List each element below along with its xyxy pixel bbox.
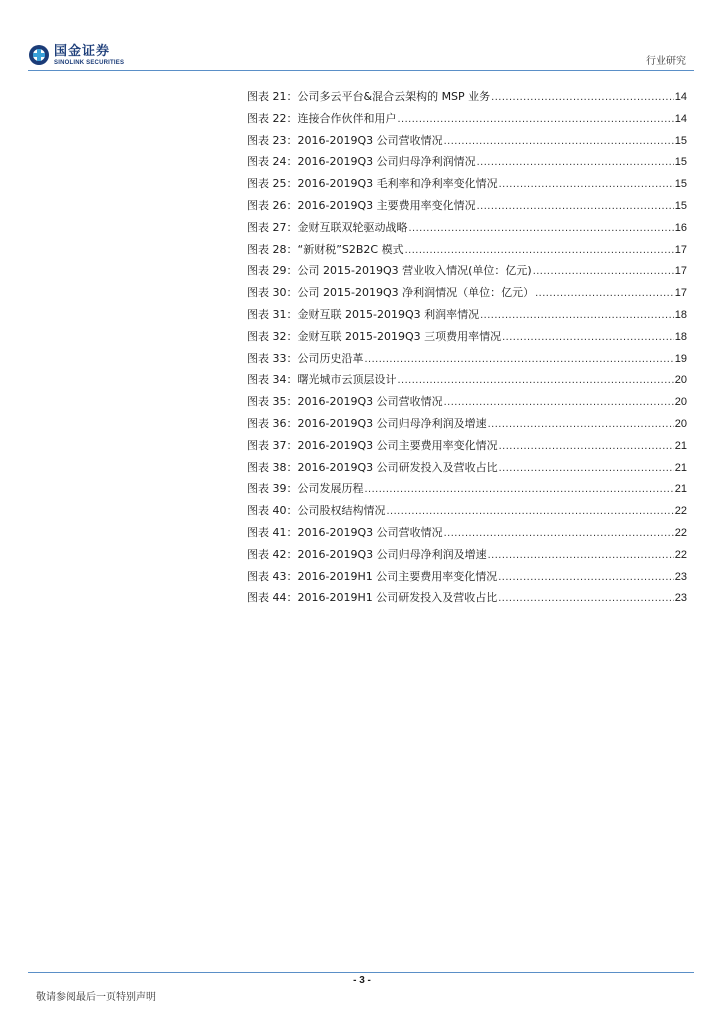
company-logo (28, 42, 124, 68)
toc-entry-page: 20 (674, 396, 687, 409)
toc-leader-dots (444, 135, 674, 147)
toc-entry-label: 图表 34：曙光城市云顶层设计 (247, 373, 397, 387)
page-number: - 3 - (353, 975, 371, 986)
toc-entry-label: 图表 40：公司股权结构情况 (247, 504, 386, 518)
toc-leader-dots (533, 265, 674, 277)
toc-entry-label: 图表 37：2016-2019Q3 公司主要费用率变化情况 (247, 438, 498, 452)
toc-entry-page: 15 (674, 178, 687, 191)
toc-entry-label: 图表 23：2016-2019Q3 公司营收情况 (247, 133, 443, 147)
toc-entry-page: 22 (674, 505, 687, 518)
toc-entry-page: 18 (674, 308, 687, 321)
toc-leader-dots (398, 113, 674, 125)
toc-leader-dots (365, 353, 674, 365)
footer-divider (28, 972, 694, 973)
logo-chinese-name: 国金证券 (54, 43, 111, 59)
toc-entry[interactable] (247, 459, 687, 481)
toc-entry-label: 图表 25：2016-2019Q3 毛利率和净利率变化情况 (247, 177, 498, 191)
toc-entry-page: 15 (674, 199, 687, 212)
logo-icon (28, 44, 50, 66)
toc-entry[interactable] (247, 480, 687, 502)
toc-entry-page: 23 (674, 592, 687, 605)
toc-leader-dots (491, 91, 674, 103)
toc-entry-label: 图表 22：连接合作伙伴和用户 (247, 111, 397, 125)
toc-entry[interactable] (247, 524, 687, 546)
toc-entry-label: 图表 41：2016-2019Q3 公司营收情况 (247, 525, 443, 539)
toc-entry-label: 图表 33：公司历史沿革 (247, 351, 364, 365)
toc-entry-label: 图表 38：2016-2019Q3 公司研发投入及营收占比 (247, 460, 498, 474)
toc-leader-dots (477, 200, 674, 212)
toc-entry-label: 图表 27：金财互联双轮驱动战略 (247, 220, 408, 234)
toc-leader-dots (488, 549, 674, 561)
toc-entry-label: 图表 44：2016-2019H1 公司研发投入及营收占比 (247, 591, 498, 605)
toc-leader-dots (409, 222, 674, 234)
toc-entry[interactable] (247, 393, 687, 415)
toc-entry[interactable] (247, 262, 687, 284)
toc-entry-label: 图表 43：2016-2019H1 公司主要费用率变化情况 (247, 569, 498, 583)
toc-entry-page: 14 (674, 112, 687, 125)
toc-entry-page: 23 (674, 570, 687, 583)
toc-leader-dots (498, 592, 674, 604)
toc-leader-dots (498, 571, 674, 583)
toc-entry[interactable] (247, 502, 687, 524)
toc-entry-page: 17 (674, 265, 687, 278)
logo-english-name: SINOLINK SECURITIES (54, 59, 125, 66)
toc-entry-label: 图表 21：公司多云平台&混合云架构的 MSP 业务 (247, 90, 491, 103)
toc-entry[interactable] (247, 415, 687, 437)
toc-entry-label: 图表 30：公司 2015-2019Q3 净利润情况（单位：亿元） (247, 286, 535, 300)
toc-leader-dots (444, 396, 674, 408)
toc-entry-label: 图表 42：2016-2019Q3 公司归母净利润及增速 (247, 547, 487, 561)
toc-entry[interactable] (247, 589, 687, 611)
toc-entry-label: 图表 29：公司 2015-2019Q3 营业收入情况(单位：亿元) (247, 264, 532, 278)
toc-leader-dots (387, 505, 674, 517)
toc-entry[interactable] (247, 284, 687, 306)
toc-entry-page: 14 (674, 91, 687, 103)
toc-entry-page: 19 (674, 352, 687, 365)
toc-leader-dots (499, 178, 674, 190)
toc-entry-page: 17 (674, 287, 687, 300)
disclaimer-text: 敬请参阅最后一页特别声明 (36, 992, 156, 1003)
toc-leader-dots (477, 156, 674, 168)
header-divider (28, 70, 694, 71)
toc-entry-label: 图表 32：金财互联 2015-2019Q3 三项费用率情况 (247, 329, 502, 343)
toc-entry-page: 21 (674, 483, 687, 496)
toc-entry-label: 图表 31：金财互联 2015-2019Q3 利润率情况 (247, 307, 480, 321)
toc-leader-dots (488, 418, 674, 430)
toc-entry-page: 22 (674, 526, 687, 539)
toc-leader-dots (398, 374, 674, 386)
toc-entry[interactable] (247, 110, 687, 132)
toc-entry[interactable] (247, 219, 687, 241)
toc-entry-label: 图表 39：公司发展历程 (247, 482, 364, 496)
toc-entry-label: 图表 24：2016-2019Q3 公司归母净利润情况 (247, 155, 476, 169)
toc-leader-dots (535, 287, 674, 299)
toc-entry[interactable] (247, 306, 687, 328)
toc-entry-page: 21 (674, 439, 687, 452)
toc-leader-dots (480, 309, 674, 321)
toc-entry[interactable] (247, 197, 687, 219)
toc-entry-page: 20 (674, 417, 687, 430)
toc-entry[interactable] (247, 241, 687, 263)
toc-leader-dots (405, 244, 674, 256)
toc-leader-dots (444, 527, 674, 539)
toc-entry-page: 17 (674, 243, 687, 256)
toc-entry[interactable] (247, 546, 687, 568)
toc-entry-page: 15 (674, 156, 687, 169)
toc-entry[interactable] (247, 568, 687, 590)
toc-entry[interactable] (247, 175, 687, 197)
toc-entry-page: 21 (674, 461, 687, 474)
toc-entry[interactable] (247, 328, 687, 350)
toc-entry-label: 图表 36：2016-2019Q3 公司归母净利润及增速 (247, 416, 487, 430)
toc-entry-page: 22 (674, 548, 687, 561)
toc-entry-page: 20 (674, 374, 687, 387)
toc-entry[interactable] (247, 153, 687, 175)
toc-entry[interactable] (247, 437, 687, 459)
toc-entry-label: 图表 26：2016-2019Q3 主要费用率变化情况 (247, 198, 476, 212)
toc-entry-label: 图表 35：2016-2019Q3 公司营收情况 (247, 395, 443, 409)
toc-leader-dots (499, 440, 674, 452)
page-header (0, 0, 724, 72)
toc-entry[interactable] (247, 350, 687, 372)
toc-entry-label: 图表 28：“新财税”S2B2C 模式 (247, 242, 404, 256)
toc-entry-page: 18 (674, 330, 687, 343)
toc-entry[interactable] (247, 371, 687, 393)
toc-entry[interactable] (247, 88, 687, 110)
toc-entry[interactable] (247, 132, 687, 154)
toc-leader-dots (365, 483, 674, 495)
toc-entry-page: 15 (674, 134, 687, 147)
toc-leader-dots (499, 462, 674, 474)
toc-leader-dots (502, 331, 674, 343)
figure-list (247, 88, 687, 611)
report-type-label: 行业研究 (646, 56, 686, 67)
toc-entry-page: 16 (674, 221, 687, 234)
